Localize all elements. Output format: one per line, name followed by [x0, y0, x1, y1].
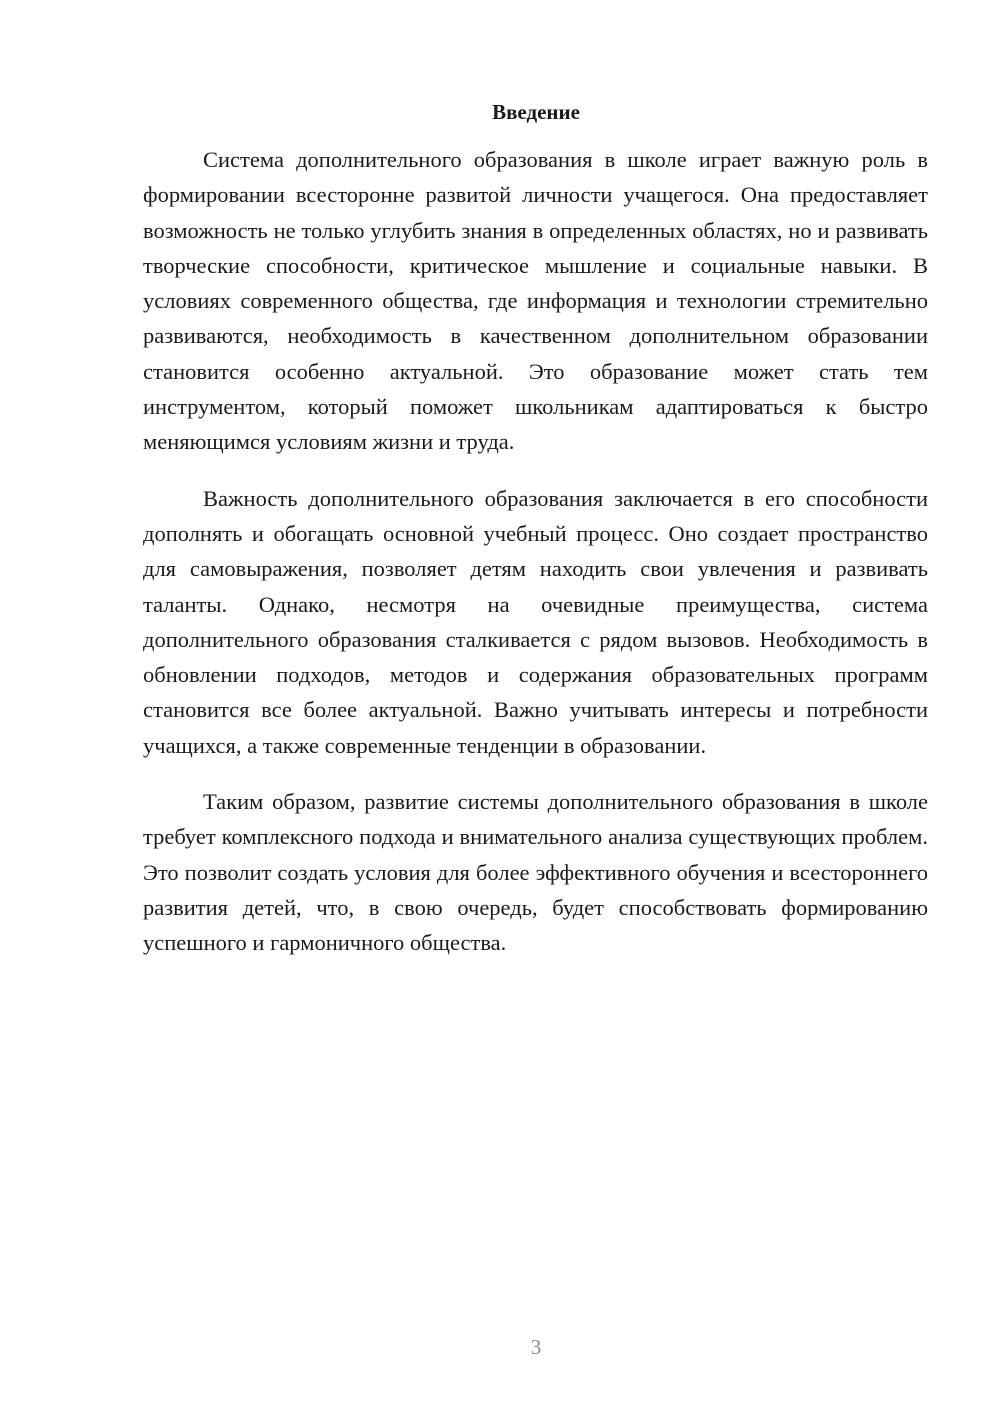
section-title: Введение	[492, 100, 580, 124]
body-text	[143, 142, 928, 961]
paragraph-1: Система дополнительного образования в школе играет важную роль в формировании всесторонне развитой личности учащегося. Она предоставляет возможность не только углубить знания в определенных областях, но и развивать творческие способности, критическое мышление и социальные навыки. В условиях современного общества, где информация и технологии стремительно развиваются, необходимость в качественном дополнительном образовании становится особенно актуальной. Это образование может стать тем инструментом, который поможет школьникам адаптироваться к быстро меняющимся условиям жизни и труда.	[143, 147, 928, 455]
paragraph-2: Важность дополнительного образования заключается в его способности дополнять и обогащать основной учебный процесс. Оно создает пространство для самовыражения, позволяет детям находить свои увлечения и развивать таланты. Однако, несмотря на очевидные преимущества, система дополнительного образования сталкивается с рядом вызовов. Необходимость в обновлении подходов, методов и содержания образовательных программ становится все более актуальной. Важно учитывать интересы и потребности учащихся, а также современные тенденции в образовании.	[143, 485, 928, 758]
paragraph-3: Таким образом, развитие системы дополнительного образования в школе требует комплексного подхода и внимательного анализа существующих проблем. Это позволит создать условия для более эффективного обучения и всестороннего развития детей, что, в свою очередь, будет способствовать формированию успешного и гармоничного общества.	[143, 789, 928, 956]
page-number: 3	[530, 1335, 542, 1359]
